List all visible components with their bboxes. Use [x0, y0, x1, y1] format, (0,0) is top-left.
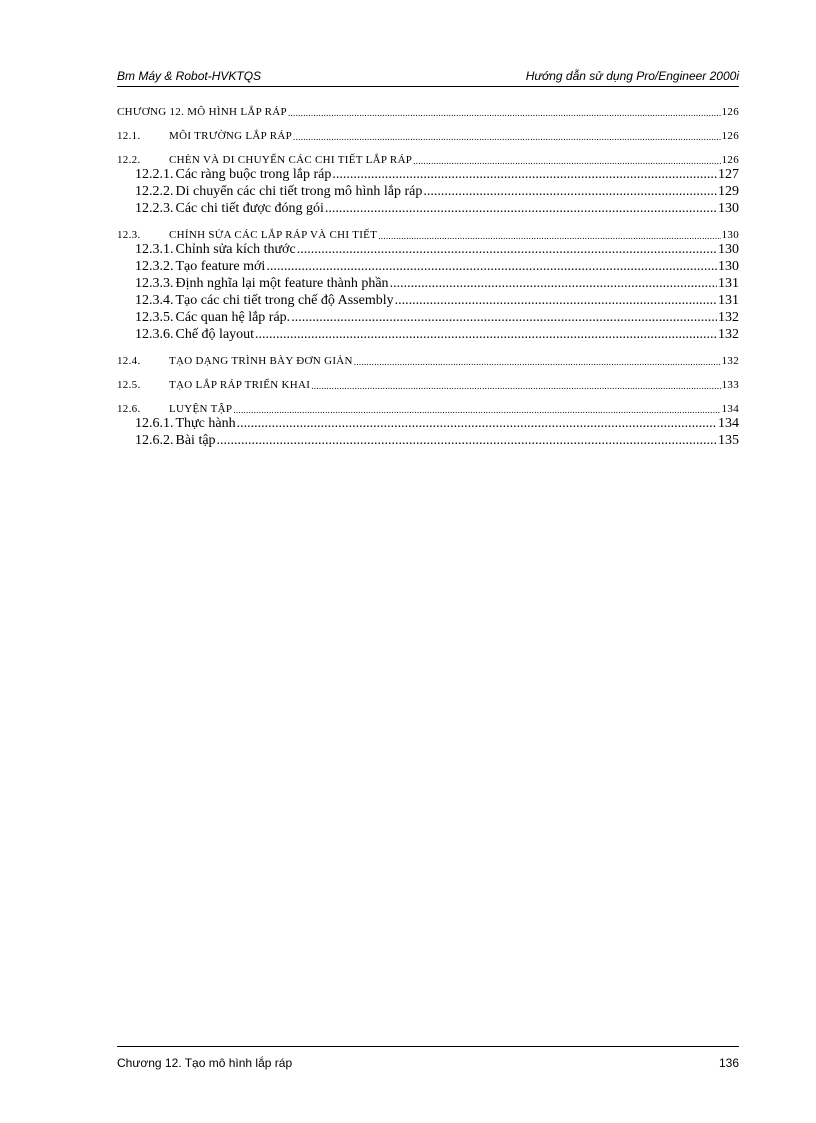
toc-entry-page: 134 — [718, 416, 739, 431]
toc-entry-number: 12.6.1. — [135, 416, 174, 431]
toc-entry[interactable] — [117, 391, 739, 415]
toc-entry-number: 12.6. — [117, 403, 141, 415]
toc-entry-number: 12.5. — [117, 379, 141, 391]
toc-dot-leader — [255, 329, 717, 343]
toc-dot-leader — [217, 435, 717, 449]
toc-entry-number: 12.3. — [117, 229, 141, 241]
toc-entry-title: CHÈN VÀ DI CHUYỂN CÁC CHI TIẾT LẮP RÁP — [169, 154, 413, 166]
toc-dot-leader — [354, 356, 721, 367]
toc-dot-leader — [332, 169, 717, 183]
toc-entry-number: 12.3.5. — [135, 310, 174, 325]
toc-entry-title: CHỈNH SỬA CÁC LẮP RÁP VÀ CHI TIẾT — [169, 229, 378, 241]
toc-entry-page: 129 — [718, 184, 739, 199]
toc-entry-number: 12.1. — [117, 130, 141, 142]
toc-entry-page: 126 — [721, 106, 739, 118]
toc-entry[interactable] — [117, 258, 739, 275]
toc-entry-page: 130 — [721, 229, 739, 241]
toc-dot-leader — [413, 155, 720, 166]
toc-entry-title: MÔI TRƯỜNG LẮP RÁP — [169, 130, 293, 142]
toc-entry-page: 130 — [718, 242, 739, 257]
toc-entry-number: 12.3.2. — [135, 259, 174, 274]
toc-entry[interactable] — [117, 200, 739, 217]
toc-dot-leader — [288, 107, 721, 118]
toc-entry-page: 132 — [721, 355, 739, 367]
toc-entry-page: 131 — [718, 276, 739, 291]
toc-dot-leader — [423, 186, 717, 200]
toc-entry-title: Thực hành — [175, 416, 236, 431]
toc-entry[interactable] — [117, 343, 739, 367]
toc-entry-page: 131 — [718, 293, 739, 308]
toc-entry[interactable] — [117, 432, 739, 449]
toc-entry-page: 134 — [721, 403, 739, 415]
footer-chapter-title: Chương 12. Tạo mô hình lắp ráp — [117, 1056, 293, 1070]
toc-entry-number: 12.2.3. — [135, 201, 174, 216]
toc-entry[interactable] — [117, 326, 739, 343]
toc-entry[interactable] — [117, 275, 739, 292]
toc-entry-number: 12.3.1. — [135, 242, 174, 257]
toc-entry[interactable] — [117, 217, 739, 241]
toc-entry-title: Chỉnh sửa kích thước — [175, 242, 296, 257]
toc-entry-number: 12.3.4. — [135, 293, 174, 308]
toc-entry[interactable] — [117, 367, 739, 391]
toc-dot-leader — [291, 312, 717, 326]
toc-dot-leader — [395, 295, 717, 309]
toc-entry-number: 12.2. — [117, 154, 141, 166]
toc-entry-title: LUYỆN TẬP — [169, 403, 233, 415]
toc-entry[interactable] — [117, 309, 739, 326]
toc-entry[interactable] — [117, 118, 739, 142]
toc-dot-leader — [266, 261, 717, 275]
toc-entry-title: Định nghĩa lại một feature thành phần — [175, 276, 389, 291]
toc-entry-page: 130 — [718, 201, 739, 216]
toc-entry-title: CHƯƠNG 12. MÔ HÌNH LẮP RÁP — [117, 106, 287, 118]
toc-entry-title: Tạo feature mới — [175, 259, 266, 274]
toc-dot-leader — [378, 230, 720, 241]
toc-entry-page: 132 — [718, 327, 739, 342]
toc-entry-page: 127 — [718, 167, 739, 182]
toc-entry-title: Các ràng buộc trong lắp ráp — [175, 167, 332, 182]
toc-dot-leader — [325, 203, 717, 217]
toc-entry-page: 130 — [718, 259, 739, 274]
toc-dot-leader — [297, 244, 717, 258]
toc-entry-title: Bài tập — [175, 433, 216, 448]
toc-dot-leader — [237, 418, 717, 432]
toc-entry-page: 132 — [718, 310, 739, 325]
toc-entry[interactable] — [117, 94, 739, 118]
page-header — [117, 66, 739, 87]
toc-entry-title: Các quan hệ lắp ráp. — [175, 310, 291, 325]
toc-entry-title: Di chuyển các chi tiết trong mô hình lắp ráp — [175, 184, 423, 199]
table-of-contents — [117, 94, 739, 449]
toc-entry-number: 12.4. — [117, 355, 141, 367]
toc-dot-leader — [233, 404, 720, 415]
toc-entry-number: 12.2.2. — [135, 184, 174, 199]
toc-dot-leader — [390, 278, 717, 292]
toc-entry[interactable] — [117, 166, 739, 183]
toc-entry[interactable] — [117, 142, 739, 166]
page-footer — [117, 1046, 739, 1073]
toc-entry-number: 12.6.2. — [135, 433, 174, 448]
toc-entry-number: 12.3.3. — [135, 276, 174, 291]
toc-entry-page: 133 — [721, 379, 739, 391]
toc-entry-number: 12.3.6. — [135, 327, 174, 342]
header-right-text: Hướng dẫn sử dụng Pro/Engineer 2000i — [525, 69, 739, 83]
toc-entry[interactable] — [117, 415, 739, 432]
toc-entry-page: 135 — [718, 433, 739, 448]
header-left-text: Bm Máy & Robot-HVKTQS — [117, 69, 262, 83]
toc-entry-title: TẠO LẮP RÁP TRIỂN KHAI — [169, 379, 311, 391]
toc-entry-page: 126 — [721, 130, 739, 142]
page-number: 136 — [718, 1056, 739, 1070]
toc-entry[interactable] — [117, 183, 739, 200]
toc-entry-page: 126 — [721, 154, 739, 166]
toc-dot-leader — [293, 131, 721, 142]
toc-entry-title: Tạo các chi tiết trong chế độ Assembly — [175, 293, 394, 308]
toc-entry[interactable] — [117, 292, 739, 309]
toc-entry-title: Các chi tiết được đóng gói — [175, 201, 324, 216]
toc-entry-number: 12.2.1. — [135, 167, 174, 182]
toc-entry-title: Chế độ layout — [175, 327, 255, 342]
toc-dot-leader — [311, 380, 720, 391]
toc-entry[interactable] — [117, 241, 739, 258]
toc-entry-title: TẠO DẠNG TRÌNH BÀY ĐƠN GIẢN — [169, 355, 353, 367]
